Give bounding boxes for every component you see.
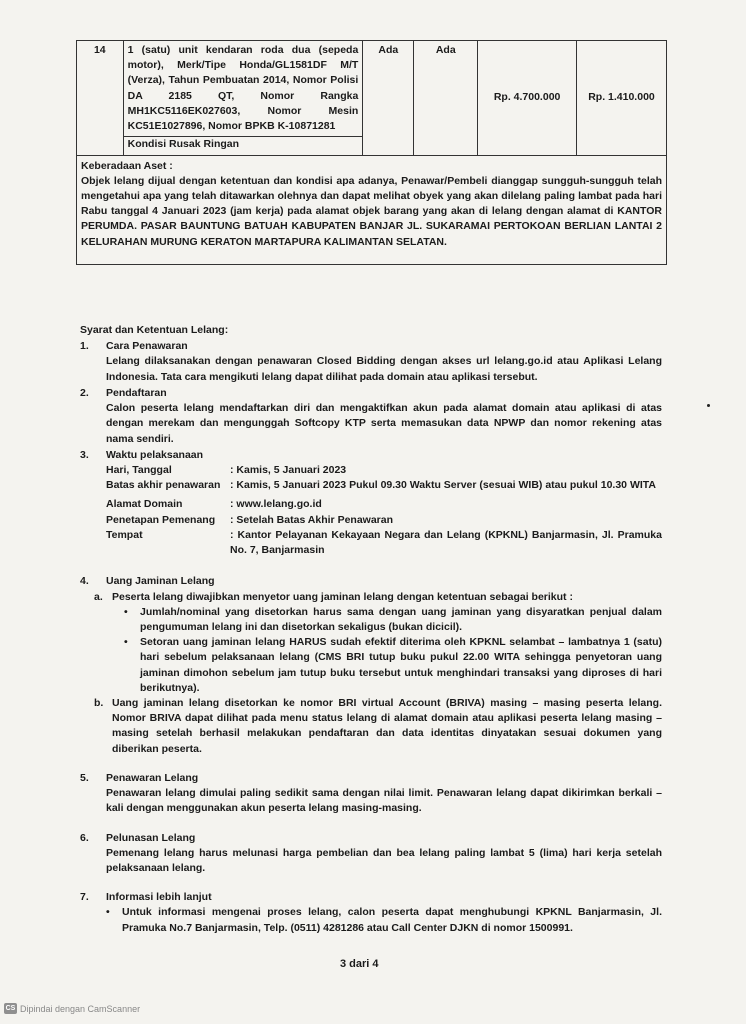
term-text: Penawaran lelang dimulai paling sedikit sama dengan nilai limit. Penawaran lelang dapat dikirimkan berkali – kali dengan menggunakan akun peserta lelang masing-masing.	[106, 787, 662, 815]
schedule-row	[80, 478, 662, 493]
schedule-label: Tempat	[106, 528, 143, 541]
bullet-item	[80, 905, 662, 935]
term-number: 4.	[80, 575, 89, 588]
sub-text: Peserta lelang diwajibkan menyetor uang jaminan lelang dengan ketentuan sebagai berikut :	[112, 590, 573, 603]
sub-letter: a.	[94, 590, 103, 603]
table-row	[77, 41, 667, 156]
bullet-text: Jumlah/nominal yang disetorkan harus sama dengan uang jaminan yang disyaratkan penjual dalam pengumuman lelang ini dan disetorkan sekaligus (bukan dicicil).	[140, 605, 662, 633]
term-number: 6.	[80, 831, 89, 844]
term-6	[80, 831, 662, 877]
bullet-text: Setoran uang jaminan lelang HARUS sudah efektif diterima oleh KPKNL selambat – lambatnya 1 (satu) hari sebelum pelaksanaan lelang (CMS BRI tutup buku pukul 22.00 WITA sehingga penyetoran uang jaminan dimohon sebelum jam tutup buku tersebut untuk menghindari transaksi yang diproses di hari berikutnya).	[140, 636, 662, 694]
sub-item-b	[80, 696, 662, 757]
schedule-label: Hari, Tanggal	[106, 463, 172, 476]
lot-description: 1 (satu) unit kendaran roda dua (sepeda motor), Merk/Tipe Honda/GL1581DF M/T (Verza), Tahun Pembuatan 2014, Nomor Polisi DA 2185 QT, Nomor Rangka MH1KC5116EK027603, Nomor Mesin KC51E1027896, Nomor BPKB K-10871281	[127, 44, 359, 133]
asset-text: Objek lelang dijual dengan ketentuan dan kondisi apa adanya, Penawar/Pembeli dianggap sungguh-sungguh telah mengetahui apa yang telah ditawarkan olehnya dan dapat melihat obyek yang akan dilelang paling lambat pada hari Rabu tanggal 4 Januari 2023 (jam kerja) pada alamat objek barang yang akan di lelang dengan alamat di KANTOR PERUMDA. PASAR BAUNTUNG BATUAH KABUPATEN BANJAR JL. SUKARAMAI PERTOKOAN BERLIAN LANTAI 2 KELURAHAN MURUNG KERATON MARTAPURA KALIMANTAN SELATAN.	[81, 174, 662, 248]
asset-heading: Keberadaan Aset :	[81, 159, 173, 172]
schedule-value: : Kamis, 5 Januari 2023	[230, 463, 347, 476]
bullet-text: Untuk informasi mengenai proses lelang, calon peserta dapat menghubungi KPKNL Banjarmasin, Jl. Pramuka No.7 Banjarmasin, Telp. (0511) 4281286 atau Call Center DJKN di nomor 1500991.	[122, 906, 662, 934]
terms-heading: Syarat dan Ketentuan Lelang:	[80, 324, 229, 336]
page-number: 3 dari 4	[340, 958, 379, 970]
lot-description-cell	[123, 41, 363, 156]
bullet-icon: •	[124, 605, 128, 618]
term-title: Pelunasan Lelang	[106, 831, 196, 844]
term-title: Penawaran Lelang	[106, 771, 199, 784]
term-title: Pendaftaran	[106, 386, 167, 399]
lot-condition: Kondisi Rusak Ringan	[124, 136, 363, 152]
lot-deposit: Rp. 1.410.000	[576, 41, 666, 156]
lot-number: 14	[77, 41, 124, 156]
sub-text: Uang jaminan lelang disetorkan ke nomor BRI virtual Account (BRIVA) masing – masing peserta lelang. Nomor BRIVA dapat dilihat pada menu status lelang di alamat domain atau aplikasi peserta lelang masing – masing setelah berhasil melakukan pendaftaran dan data identitas dinyatakan sesuai dokumen yang diberikan peserta.	[112, 697, 662, 755]
bullet-icon: •	[106, 906, 110, 919]
term-5	[80, 771, 662, 817]
schedule-label: Penetapan Pemenang	[106, 513, 216, 526]
lot-price: Rp. 4.700.000	[478, 41, 577, 156]
terms-section	[80, 323, 662, 936]
term-3	[80, 448, 662, 559]
term-number: 2.	[80, 386, 89, 399]
schedule-value: : Kamis, 5 Januari 2023 Pukul 09.30 Waktu Server (sesuai WIB) atau pukul 10.30 WITA	[230, 479, 656, 492]
schedule-row	[80, 513, 662, 528]
term-number: 3.	[80, 448, 89, 461]
schedule-row	[80, 463, 662, 478]
schedule-row	[80, 497, 662, 512]
schedule-label: Alamat Domain	[106, 498, 183, 511]
schedule-row	[80, 528, 662, 558]
scan-speck	[707, 404, 710, 407]
lot-col-a: Ada	[363, 41, 414, 156]
term-1	[80, 339, 662, 385]
bullet-item	[80, 605, 662, 635]
lot-col-b: Ada	[414, 41, 478, 156]
term-number: 5.	[80, 771, 89, 784]
term-text: Pemenang lelang harus melunasi harga pembelian dan bea lelang paling lambat 5 (lima) hari kerja setelah pelaksanaan lelang.	[106, 846, 662, 874]
schedule-value: : Kantor Pelayanan Kekayaan Negara dan Lelang (KPKNL) Banjarmasin, Jl. Pramuka No. 7, Banjarmasin	[230, 528, 662, 557]
sub-letter: b.	[94, 697, 104, 710]
camscanner-icon: CS	[5, 1005, 16, 1012]
term-number: 7.	[80, 891, 89, 904]
term-text: Lelang dilaksanakan dengan penawaran Closed Bidding dengan akses url lelang.go.id atau Aplikasi Lelang Indonesia. Tata cara mengikuti lelang dapat dilihat pada domain atau aplikasi tersebut.	[106, 355, 662, 383]
schedule-value: : www.lelang.go.id	[230, 498, 322, 511]
asset-cell	[77, 155, 667, 264]
schedule-value: : Setelah Batas Akhir Penawaran	[230, 513, 394, 526]
lot-table	[76, 40, 667, 265]
bullet-icon: •	[124, 636, 128, 649]
bullet-item	[80, 635, 662, 696]
term-text: Calon peserta lelang mendaftarkan diri dan mengaktifkan akun pada alamat domain atau aplikasi di atas dengan merekam dan mengunggah Softcopy KTP serta memasukan data NPWP dan nomor rekening atas nama sendiri.	[106, 402, 662, 445]
sub-item-a	[80, 590, 662, 605]
term-title: Informasi lebih lanjut	[106, 891, 212, 904]
term-4	[80, 574, 662, 757]
term-title: Waktu pelaksanaan	[106, 448, 204, 461]
term-title: Uang Jaminan Lelang	[106, 575, 215, 588]
scanner-watermark	[4, 1003, 140, 1014]
table-row	[77, 155, 667, 264]
term-2	[80, 386, 662, 447]
term-7	[80, 890, 662, 936]
schedule-label: Batas akhir penawaran	[106, 479, 221, 492]
watermark-text: Dipindai dengan CamScanner	[20, 1003, 141, 1014]
term-number: 1.	[80, 340, 89, 353]
term-title: Cara Penawaran	[106, 340, 188, 353]
